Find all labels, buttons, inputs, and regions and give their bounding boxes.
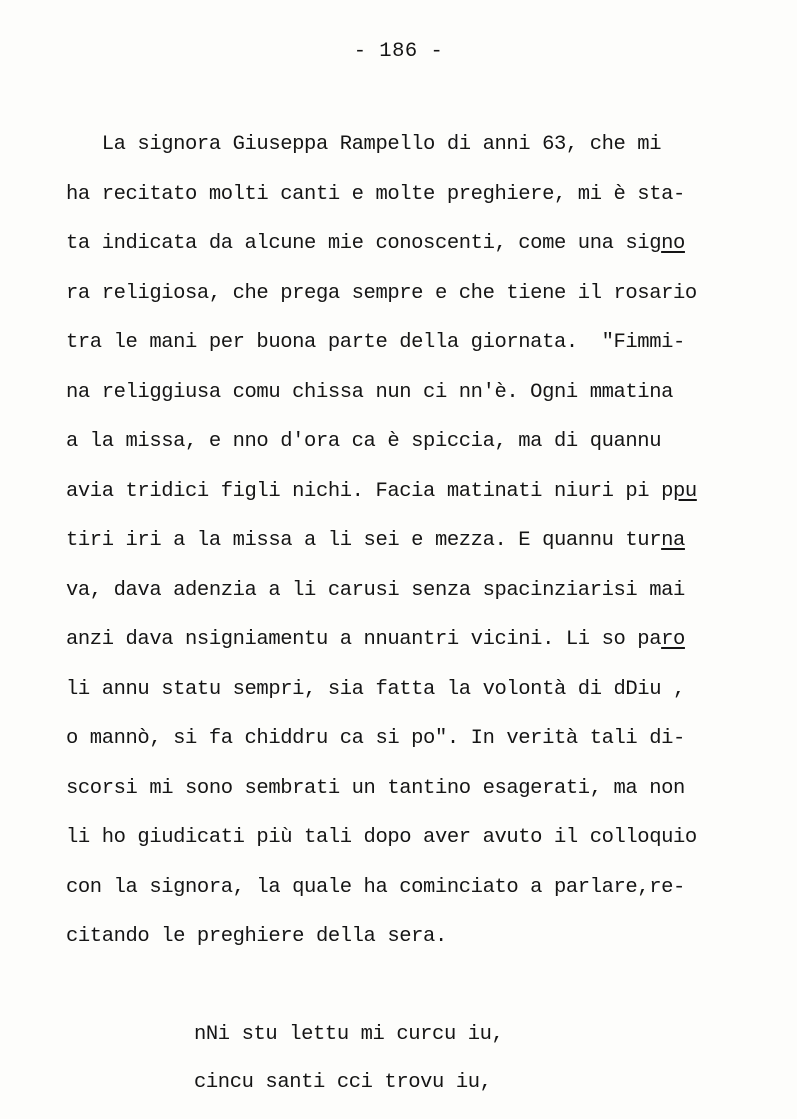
paragraph-line: anzi dava nsigniamentu a nnuantri vicini. Li so paro bbox=[66, 628, 685, 651]
paragraph-line: La signora Giuseppa Rampello di anni 63, che mi bbox=[66, 133, 662, 156]
underlined-fragment: ro bbox=[661, 628, 685, 651]
paragraph-line: li ho giudicati più tali dopo aver avuto il colloquio bbox=[66, 826, 697, 849]
verse-line: cincu santi cci trovu iu, bbox=[194, 1071, 492, 1094]
paragraph-line: citando le preghiere della sera. bbox=[66, 925, 447, 948]
paragraph-line: ta indicata da alcune mie conoscenti, come una signo bbox=[66, 232, 685, 255]
paragraph-line: scorsi mi sono sembrati un tantino esagerati, ma non bbox=[66, 776, 685, 800]
body-paragraph bbox=[66, 128, 697, 970]
paragraph-line: con la signora, la quale ha cominciato a parlare,re- bbox=[66, 875, 685, 899]
page-number: - 186 - bbox=[353, 40, 444, 63]
verse-stanza bbox=[194, 1018, 503, 1114]
paragraph-line: ra religiosa, che prega sempre e che tiene il rosario bbox=[66, 281, 697, 305]
paragraph-line: a la missa, e nno d'ora ca è spiccia, ma di quannu bbox=[66, 430, 662, 453]
underlined-fragment: na bbox=[661, 529, 685, 552]
paragraph-line: na religgiusa comu chissa nun ci nn'è. Ogni mmatina bbox=[66, 380, 674, 404]
underlined-fragment: pu bbox=[673, 479, 697, 503]
paragraph-line: va, dava adenzia a li carusi senza spacinziarisi mai bbox=[66, 578, 685, 602]
paragraph-line: o mannò, si fa chiddru ca si po". In verità tali di- bbox=[66, 727, 685, 750]
paragraph-line: avia tridici figli nichi. Facia matinati niuri pi ppu bbox=[66, 479, 697, 503]
verse-line: nNi stu lettu mi curcu iu, bbox=[194, 1023, 504, 1046]
paragraph-line: tiri iri a la missa a li sei e mezza. E quannu turna bbox=[66, 529, 685, 552]
underlined-fragment: no bbox=[661, 232, 685, 255]
paragraph-line: li annu statu sempri, sia fatta la volontà di dDiu , bbox=[66, 677, 685, 701]
paragraph-line: tra le mani per buona parte della giornata. "Fimmi- bbox=[66, 331, 685, 354]
paragraph-line: ha recitato molti canti e molte preghiere, mi è sta- bbox=[66, 182, 685, 206]
